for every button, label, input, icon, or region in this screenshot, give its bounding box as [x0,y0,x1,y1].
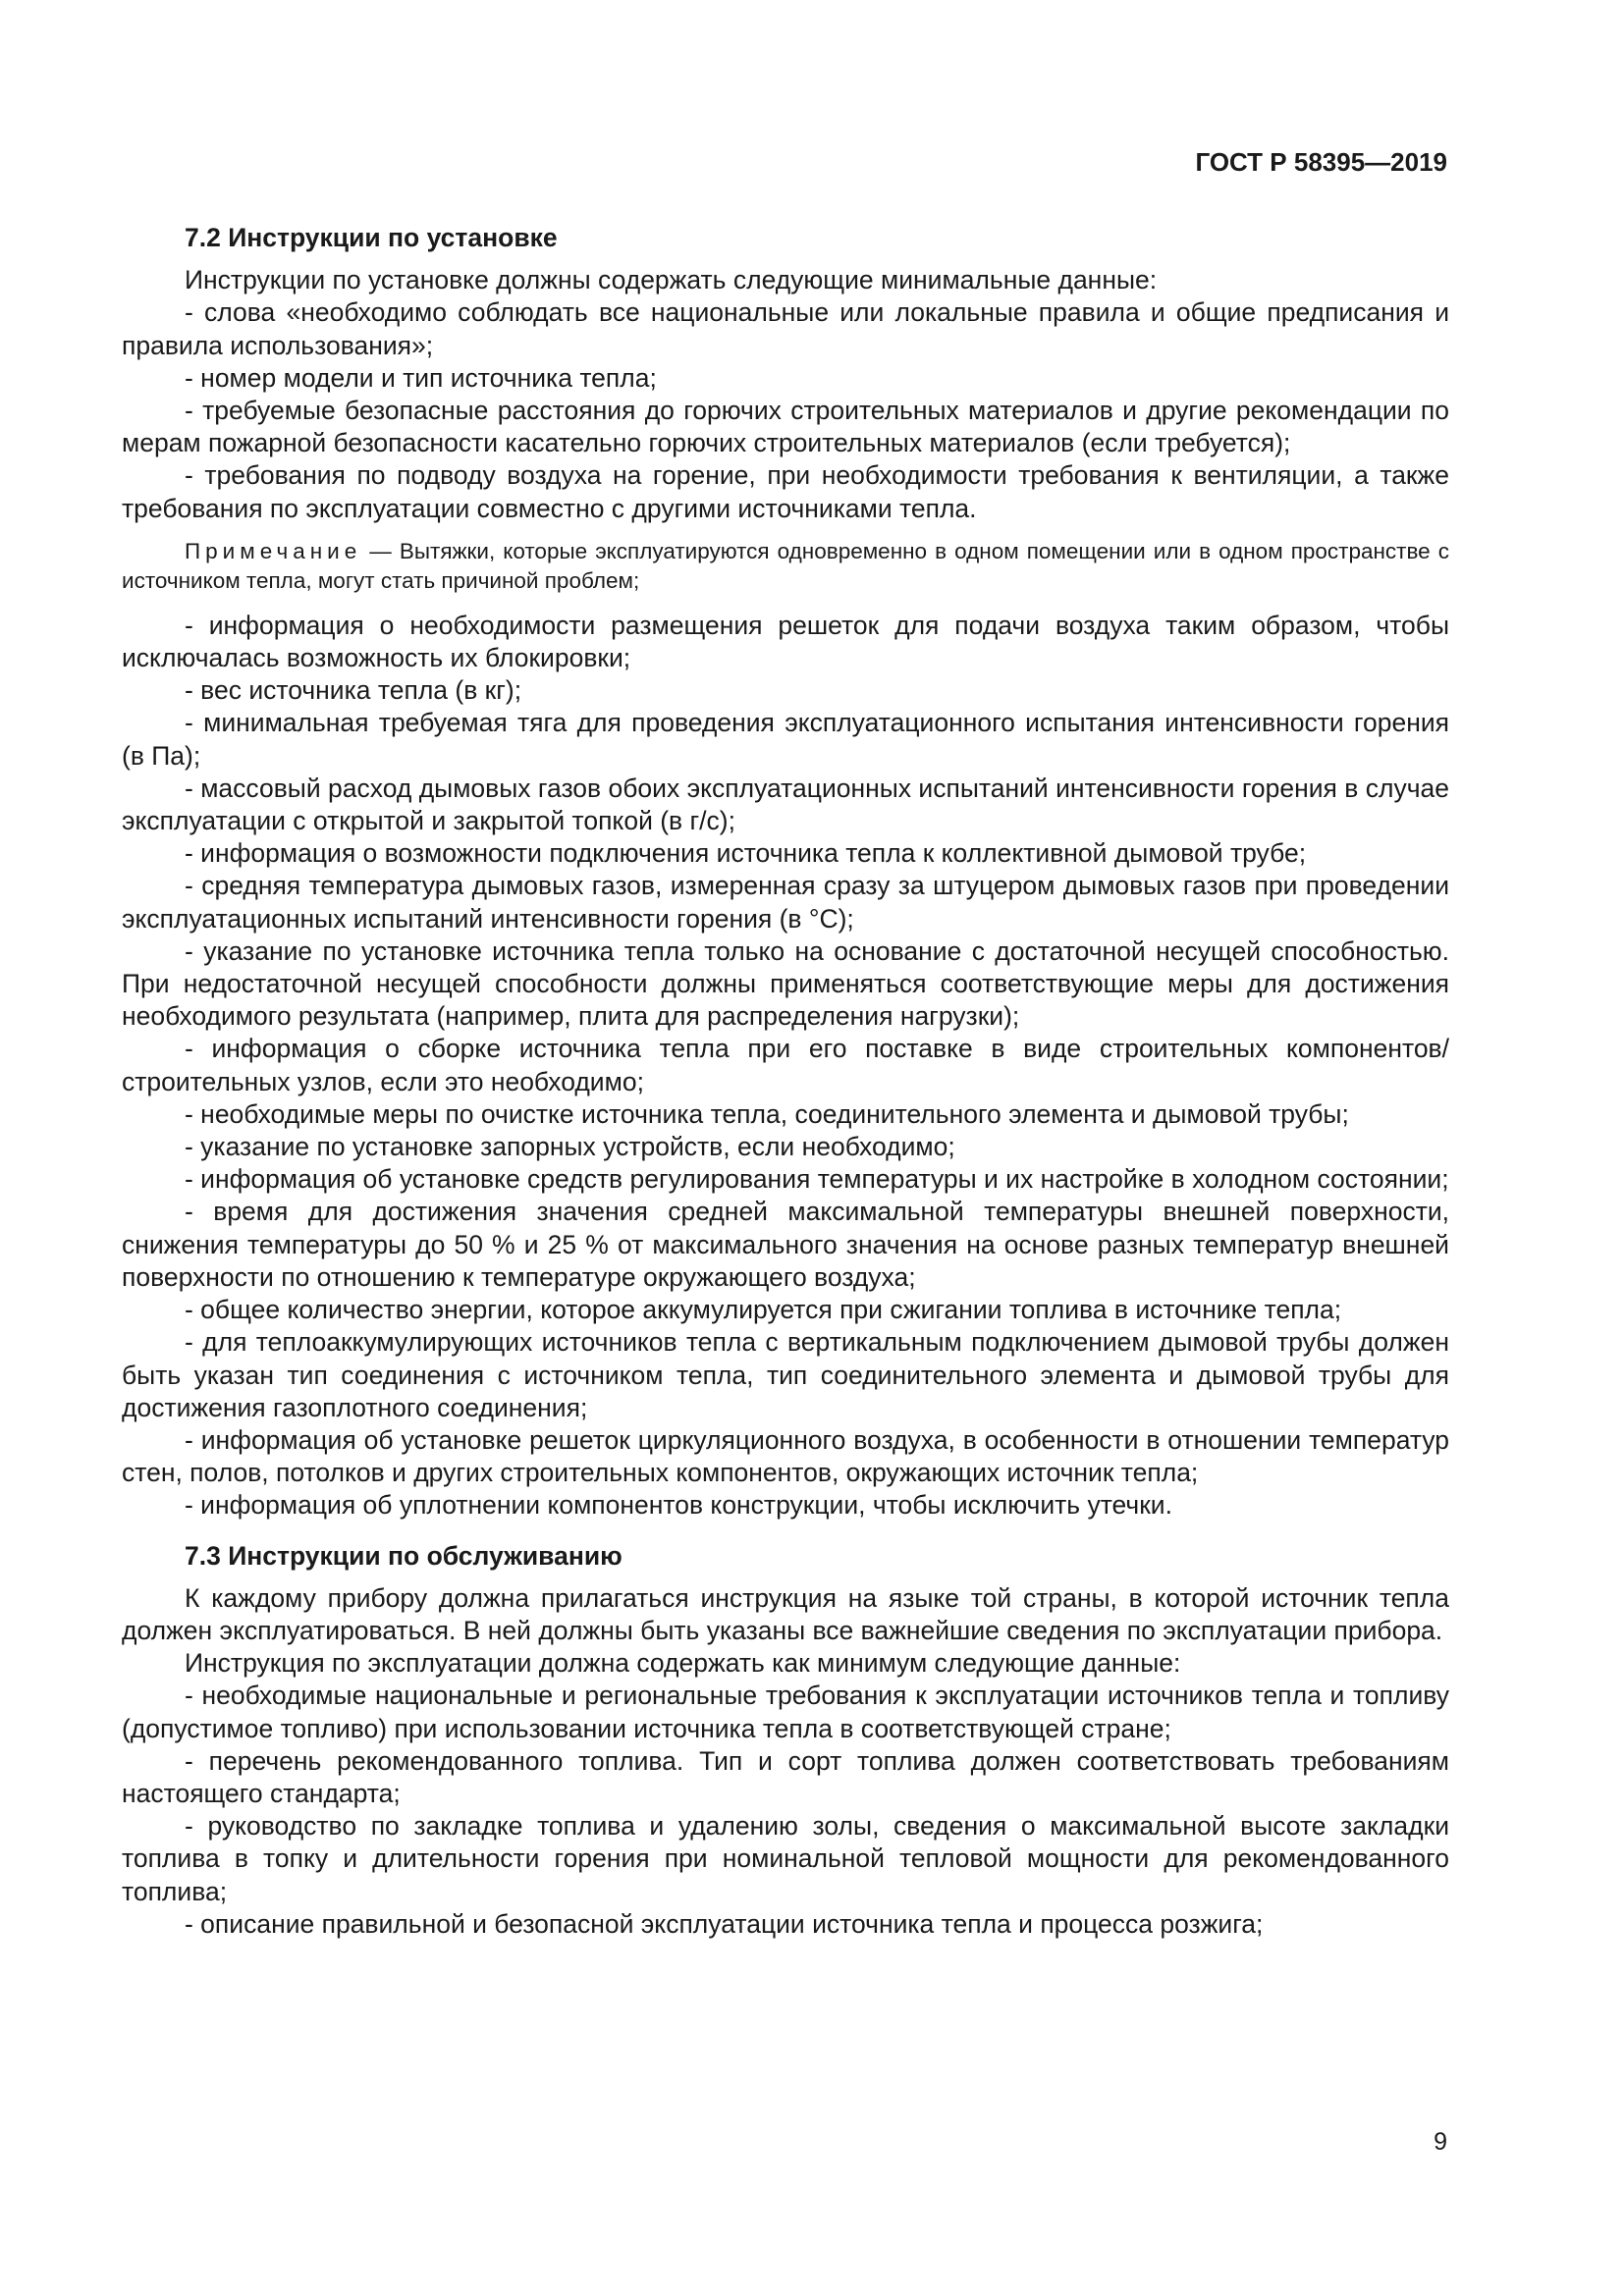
paragraph: Инструкция по эксплуатации должна содержать как минимум следующие данные: [185,1648,1181,1679]
list-item: - вес источника тепла (в кг); [185,675,522,706]
section-7-2-intro: Инструкции по установке должны содержать следующие минимальные данные: [185,265,1158,295]
list-item: - информация о необходимости размещения решеток для подачи воздуха таким образом, чтобы исключалась возможность их блокировки; [122,610,1449,673]
page-number: 9 [1434,2128,1447,2156]
list-item: - требуемые безопасные расстояния до горючих строительных материалов и другие рекомендации по мерам пожарной безопасности касательно горючих строительных материалов (если требуется); [122,396,1449,458]
list-item: - указание по установке запорных устройств, если необходимо; [185,1132,955,1162]
document-standard-number: ГОСТ Р 58395—2019 [1195,147,1447,177]
list-item: - информация об установке средств регулирования температуры и их настройке в холодном состоянии; [185,1164,1449,1195]
list-item: - номер модели и тип источника тепла; [185,362,657,393]
list-item: - необходимые национальные и региональные требования к эксплуатации источников тепла и топливу (допустимое топливо) при использовании источника тепла в соответствующей стране; [122,1681,1449,1743]
section-7-3-list [122,1680,1449,1941]
note-text: — Вытяжки, которые эксплуатируются одновременно в одном помещении или в одном пространстве с источником тепла, могут стать причиной проблем; [122,538,1449,593]
list-item: - перечень рекомендованного топлива. Тип и сорт топлива должен соответствовать требованиям настоящего стандарта; [122,1745,1449,1808]
list-item: - требования по подводу воздуха на горение, при необходимости требования к вентиляции, а также требования по эксплуатации совместно с другими источниками тепла. [122,460,1449,523]
note-label: Примечание [185,538,362,563]
list-item: - средняя температура дымовых газов, измеренная сразу за штуцером дымовых газов при проведении эксплуатационных испытаний интенсивности горения (в °С); [122,871,1449,934]
list-item: - для теплоаккумулирующих источников тепла с вертикальным подключением дымовой трубы должен быть указан тип соединения с источником тепла, тип соединительного элемента и дымовой трубы для достижения газоплотного соединения; [122,1327,1449,1422]
list-item: - общее количество энергии, которое аккумулируется при сжигании топлива в источнике тепла; [185,1295,1342,1325]
list-item: - информация о возможности подключения источника тепла к коллективной дымовой трубе; [185,838,1307,869]
section-7-2-list-after-note [122,610,1449,1522]
section-7-2-list-before-note [122,296,1449,524]
section-7-3-paragraphs [122,1582,1449,1681]
list-item: - руководство по закладке топлива и удалению золы, сведения о максимальной высоте закладки топлива в топку и длительности горения при номинальной тепловой мощности для рекомендованного топлива; [122,1811,1449,1906]
paragraph: К каждому прибору должна прилагаться инструкция на языке той страны, в которой источник тепла должен эксплуатироваться. В ней должны быть указаны все важнейшие сведения по эксплуатации прибора. [122,1582,1449,1645]
list-item: - информация об уплотнении компонентов конструкции, чтобы исключить утечки. [185,1490,1172,1521]
section-title-7-3: 7.3 Инструкции по обслуживанию [185,1540,623,1571]
list-item: - указание по установке источника тепла только на основание с достаточной несущей способностью. При недостаточной несущей способности должны применяться соответствующие меры для достижения необходимого результата (например, плита для распределения нагрузки); [122,935,1449,1032]
list-item: - информация об установке решеток циркуляционного воздуха, в особенности в отношении температур стен, полов, потолков и других строительных компонентов, окружающих источник тепла; [122,1424,1449,1488]
list-item: - описание правильной и безопасной эксплуатации источника тепла и процесса розжига; [185,1908,1264,1939]
list-item: - время для достижения значения средней максимальной температуры внешней поверхности, снижения температуры до 50 % и 25 % от максимального значения на основе разных температур внешней поверхности по отношению к температуре окружающего воздуха; [122,1197,1449,1292]
list-item: - информация о сборке источника тепла при его поставке в виде строительных компонентов/строительных узлов, если это необходимо; [122,1034,1449,1096]
document-body [122,222,1449,1941]
list-item: - слова «необходимо соблюдать все национальные или локальные правила и общие предписания и правила использования»; [122,297,1449,360]
note-paragraph [122,537,1449,596]
section-title-7-2: 7.2 Инструкции по установке [185,223,558,252]
list-item: - минимальная требуемая тяга для проведения эксплуатационного испытания интенсивности горения (в Па); [122,708,1449,771]
list-item: - массовый расход дымовых газов обоих эксплуатационных испытаний интенсивности горения в случае эксплуатации с открытой и закрытой топкой (в г/с); [122,773,1449,836]
list-item: - необходимые меры по очистке источника тепла, соединительного элемента и дымовой трубы; [185,1098,1349,1129]
